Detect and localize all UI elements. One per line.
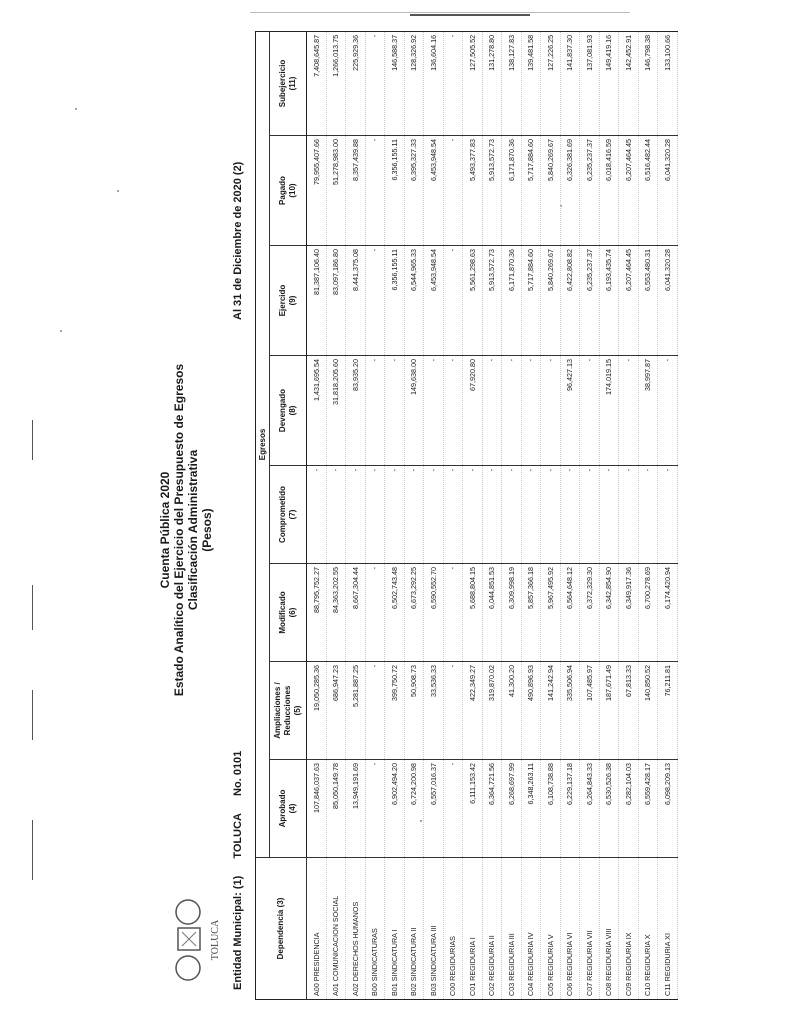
amount-cell: - [365, 466, 385, 564]
amount-cell: 88,795,752.27 [307, 564, 327, 662]
amount-cell: 6,098,209.13 [658, 760, 678, 858]
amount-cell: 6,502,743.48 [385, 564, 405, 662]
amount-cell: 5,840,269.67 [541, 246, 561, 356]
amount-cell: - [502, 466, 522, 564]
amount-cell: 146,588.37 [385, 31, 405, 135]
amount-cell: - [658, 356, 678, 466]
amount-cell: 138,127.83 [502, 31, 522, 135]
scan-edge-line [250, 12, 630, 13]
dependencia-cell: B02 SINDICATURA II [404, 858, 424, 1000]
amount-cell: - [560, 466, 580, 564]
amount-cell: 6,530,526.38 [599, 760, 619, 858]
amount-cell: 6,544,965.33 [404, 246, 424, 356]
table-row [463, 31, 483, 999]
amount-cell: 399,750.72 [385, 662, 405, 760]
col-header-subejercicio: Subejercicio (11) [270, 31, 307, 135]
amount-cell: 6,553,480.31 [638, 246, 658, 356]
dependencia-cell: A02 DERECHOS HUMANOS [346, 858, 366, 1000]
toluca-logo [160, 890, 230, 990]
amount-cell: 5,717,884.60 [521, 136, 541, 246]
table-row [638, 31, 658, 999]
amount-cell: - [541, 356, 561, 466]
amount-cell: 85,050,149.78 [326, 760, 346, 858]
amount-cell: 6,348,263.11 [521, 760, 541, 858]
amount-cell: 83,935.20 [346, 356, 366, 466]
amount-cell: 6,207,464.45 [619, 246, 639, 356]
amount-cell: 149,638.00 [404, 356, 424, 466]
dependencia-cell: C08 REGIDURIA VIII [599, 858, 619, 1000]
amount-cell: - [443, 466, 463, 564]
table-row [541, 31, 561, 999]
dependencia-cell: C01 REGIDURIA I [463, 858, 483, 1000]
amount-cell: 187,671.49 [599, 662, 619, 760]
table-row [560, 31, 580, 999]
dependencia-cell: C02 REGIDURIA II [482, 858, 502, 1000]
amount-cell: - [365, 662, 385, 760]
table-row [385, 31, 405, 999]
dependencia-cell: C11 REGIDURIA XI [658, 858, 678, 1000]
dependencia-cell: C00 REGIDURIAS [443, 858, 463, 1000]
amount-cell: 6,902,494.20 [385, 760, 405, 858]
amount-cell: 6,041,320.28 [658, 246, 678, 356]
dependencia-cell: C09 REGIDURIA IX [619, 858, 639, 1000]
table-row [658, 31, 678, 999]
amount-cell: - [482, 466, 502, 564]
amount-cell: 225,929.36 [346, 31, 366, 135]
dependencia-cell: B03 SINDICATURA III [424, 858, 444, 1000]
table-row [365, 31, 385, 999]
table-row [482, 31, 502, 999]
table-row [424, 31, 444, 999]
amount-cell: - [443, 31, 463, 135]
amount-cell: - [580, 356, 600, 466]
amount-cell: - [443, 662, 463, 760]
table-row [599, 31, 619, 999]
amount-cell: - [404, 466, 424, 564]
amount-cell: 422,349.27 [463, 662, 483, 760]
amount-cell: 6,229,137.18 [560, 760, 580, 858]
amount-cell: - [443, 356, 463, 466]
amount-cell: 33,536.33 [424, 662, 444, 760]
amount-cell: 127,505.52 [463, 31, 483, 135]
rotated-report-page [150, 32, 725, 1000]
amount-cell: 107,485.97 [580, 662, 600, 760]
scan-margin-mark [32, 690, 33, 740]
amount-cell: 6,372,329.30 [580, 564, 600, 662]
amount-cell: - [599, 466, 619, 564]
amount-cell: 6,268,697.99 [502, 760, 522, 858]
amount-cell: - [541, 466, 561, 564]
amount-cell: 79,955,407.66 [307, 136, 327, 246]
scan-edge-line [410, 14, 530, 16]
amount-cell: - [502, 356, 522, 466]
dependencia-cell: A01 COMUNICACION SOCIAL [326, 858, 346, 1000]
amount-cell: 686,947.23 [326, 662, 346, 760]
amount-cell: 81,387,106.40 [307, 246, 327, 356]
amount-cell: 174,019.15 [599, 356, 619, 466]
col-header-pagado: Pagado (10) [270, 136, 307, 246]
amount-cell: 1,431,695.54 [307, 356, 327, 466]
budget-table [255, 31, 678, 1000]
amount-cell: 6,282,104.03 [619, 760, 639, 858]
amount-cell: 133,100.66 [658, 31, 678, 135]
amount-cell: 141,837.30 [560, 31, 580, 135]
amount-cell: - [365, 760, 385, 858]
amount-cell: 127,226.25 [541, 31, 561, 135]
amount-cell: - [346, 466, 366, 564]
amount-cell: 13,949,191.69 [346, 760, 366, 858]
amount-cell: 5,913,572.73 [482, 136, 502, 246]
amount-cell: 41,300.20 [502, 662, 522, 760]
svg-text:TOLUCA: TOLUCA [210, 919, 221, 961]
col-header-devengado: Devengado (8) [270, 356, 307, 466]
amount-cell: 6,041,320.28 [658, 136, 678, 246]
amount-cell: - [365, 136, 385, 246]
amount-cell: 83,097,186.80 [326, 246, 346, 356]
amount-cell: 5,493,377.83 [463, 136, 483, 246]
amount-cell: 137,081.93 [580, 31, 600, 135]
col-header-modificado: Modificado (6) [270, 564, 307, 662]
table-row [619, 31, 639, 999]
table-row [307, 31, 327, 999]
amount-cell: 6,342,854.90 [599, 564, 619, 662]
col-header-comprometido: Comprometido (7) [270, 466, 307, 564]
amount-cell: 51,278,983.00 [326, 136, 346, 246]
amount-cell: 7,408,645.87 [307, 31, 327, 135]
amount-cell: 6,700,278.69 [638, 564, 658, 662]
amount-cell: 5,688,804.15 [463, 564, 483, 662]
amount-cell: 67,920.80 [463, 356, 483, 466]
amount-cell: 335,506.94 [560, 662, 580, 760]
amount-cell: - [326, 466, 346, 564]
amount-cell: 6,264,843.33 [580, 760, 600, 858]
amount-cell: 5,857,366.18 [521, 564, 541, 662]
amount-cell: - [619, 466, 639, 564]
amount-cell: 6,356,155.11 [385, 136, 405, 246]
entity-label: Entidad Municipal: (1) [232, 875, 244, 990]
amount-cell: 140,850.52 [638, 662, 658, 760]
amount-cell: 6,193,435.74 [599, 246, 619, 356]
date-range: Al 31 de Diciembre de 2020 (2) [232, 161, 244, 320]
title-line: Estado Analítico del Ejercicio del Presupuesto de Egresos [172, 363, 186, 697]
amount-cell: 5,717,884.60 [521, 246, 541, 356]
scan-margin-mark [32, 585, 33, 630]
amount-cell: 6,111,153.42 [463, 760, 483, 858]
amount-cell: - [521, 466, 541, 564]
amount-cell: - [580, 466, 600, 564]
dependencia-cell: A00 PRESIDENCIA [307, 858, 327, 1000]
amount-cell: 139,481.58 [521, 31, 541, 135]
amount-cell: 490,896.93 [521, 662, 541, 760]
amount-cell: 8,357,439.88 [346, 136, 366, 246]
title-line: (Pesos) [200, 508, 214, 552]
amount-cell: 5,913,572.73 [482, 246, 502, 356]
amount-cell: 6,018,416.59 [599, 136, 619, 246]
amount-cell: - [619, 356, 639, 466]
table-row [521, 31, 541, 999]
table-row [346, 31, 366, 999]
amount-cell: 142,452.91 [619, 31, 639, 135]
amount-cell: 146,798.38 [638, 31, 658, 135]
dependencia-cell: C07 REGIDURIA VII [580, 858, 600, 1000]
amount-cell: 6,356,155.11 [385, 246, 405, 356]
amount-cell: - [658, 466, 678, 564]
amount-cell: - [638, 466, 658, 564]
table-row [502, 31, 522, 999]
amount-cell: - [463, 466, 483, 564]
amount-cell: 149,419.16 [599, 31, 619, 135]
amount-cell: 38,997.87 [638, 356, 658, 466]
amount-cell: - [365, 356, 385, 466]
title-line: Cuenta Pública 2020 [158, 471, 172, 589]
amount-cell: 31,818,205.60 [326, 356, 346, 466]
dependencia-cell: C03 REGIDURIA III [502, 858, 522, 1000]
amount-cell: 5,281,887.25 [346, 662, 366, 760]
amount-cell: 131,278.80 [482, 31, 502, 135]
amount-cell: 6,590,552.70 [424, 564, 444, 662]
amount-cell: 6,453,948.54 [424, 246, 444, 356]
amount-cell: - [443, 136, 463, 246]
entity-number: No. 0101 [232, 750, 244, 796]
group-header-egresos: Egresos [255, 31, 270, 857]
scan-margin-mark [32, 820, 33, 880]
table-row [580, 31, 600, 999]
amount-cell: 6,171,870.36 [502, 246, 522, 356]
amount-cell: 8,441,375.08 [346, 246, 366, 356]
amount-cell: 6,235,237.37 [580, 136, 600, 246]
amount-cell: - [365, 246, 385, 356]
scan-margin-mark [32, 420, 33, 460]
amount-cell: 6,724,200.98 [404, 760, 424, 858]
amount-cell: - [365, 31, 385, 135]
amount-cell: 5,840,269.67 [541, 136, 561, 246]
title-line: Clasificación Administrativa [186, 449, 200, 611]
dependencia-cell: C04 REGIDURIA IV [521, 858, 541, 1000]
col-header-ampliaciones: Ampliaciones / Reducciones (5) [270, 662, 307, 760]
amount-cell: 6,557,016.37 [424, 760, 444, 858]
amount-cell: 136,604.16 [424, 31, 444, 135]
amount-cell: 96,427.13 [560, 356, 580, 466]
amount-cell: 6,171,870.36 [502, 136, 522, 246]
amount-cell: 6,564,648.12 [560, 564, 580, 662]
amount-cell: 6,673,292.25 [404, 564, 424, 662]
amount-cell: - [443, 564, 463, 662]
amount-cell: 84,363,202.55 [326, 564, 346, 662]
report-title [158, 320, 214, 740]
dependencia-cell: C05 REGIDURIA V [541, 858, 561, 1000]
col-header-aprobado: Aprobado (4) [270, 760, 307, 858]
amount-cell: 67,813.33 [619, 662, 639, 760]
amount-cell: 19,050,285.36 [307, 662, 327, 760]
amount-cell: - [424, 356, 444, 466]
dependencia-cell: B00 SINDICATURAS [365, 858, 385, 1000]
col-header-dependencia: Dependencia (3) [255, 858, 307, 1000]
amount-cell: 6,364,721.56 [482, 760, 502, 858]
amount-cell: 319,870.02 [482, 662, 502, 760]
amount-cell: - [521, 356, 541, 466]
budget-table-body [307, 31, 678, 999]
amount-cell: 8,667,304.44 [346, 564, 366, 662]
amount-cell: 6,349,917.36 [619, 564, 639, 662]
amount-cell: 128,326.92 [404, 31, 424, 135]
amount-cell: 6,453,948.54 [424, 136, 444, 246]
table-row [326, 31, 346, 999]
col-header-ejercido: Ejercido (9) [270, 246, 307, 356]
amount-cell: 5,967,495.92 [541, 564, 561, 662]
amount-cell: - [482, 356, 502, 466]
amount-cell: 6,326,381.69 [560, 136, 580, 246]
amount-cell: 6,044,851.53 [482, 564, 502, 662]
amount-cell: - [365, 564, 385, 662]
amount-cell: 141,242.94 [541, 662, 561, 760]
amount-cell: - [307, 466, 327, 564]
dependencia-cell: B01 SINDICATURA I [385, 858, 405, 1000]
amount-cell: - [443, 760, 463, 858]
amount-cell: 6,309,998.19 [502, 564, 522, 662]
amount-cell: - [385, 356, 405, 466]
amount-cell: 50,908.73 [404, 662, 424, 760]
amount-cell: - [443, 246, 463, 356]
amount-cell: 6,108,738.88 [541, 760, 561, 858]
amount-cell: 6,559,428.17 [638, 760, 658, 858]
table-row [443, 31, 463, 999]
amount-cell: 6,395,327.33 [404, 136, 424, 246]
entity-name: TOLUCA [232, 813, 244, 859]
amount-cell: 6,207,464.45 [619, 136, 639, 246]
amount-cell: 107,846,037.63 [307, 760, 327, 858]
amount-cell: 1,266,013.75 [326, 31, 346, 135]
amount-cell: 6,516,482.44 [638, 136, 658, 246]
amount-cell: 6,174,420.94 [658, 564, 678, 662]
dependencia-cell: C10 REGIDURIA X [638, 858, 658, 1000]
amount-cell: - [385, 466, 405, 564]
amount-cell: 6,422,808.82 [560, 246, 580, 356]
amount-cell: 5,561,298.63 [463, 246, 483, 356]
dependencia-cell: C06 REGIDURIA VI [560, 858, 580, 1000]
amount-cell: 76,211.81 [658, 662, 678, 760]
table-row [404, 31, 424, 999]
amount-cell: - [424, 466, 444, 564]
entity-line [232, 737, 244, 990]
amount-cell: 6,235,237.37 [580, 246, 600, 356]
